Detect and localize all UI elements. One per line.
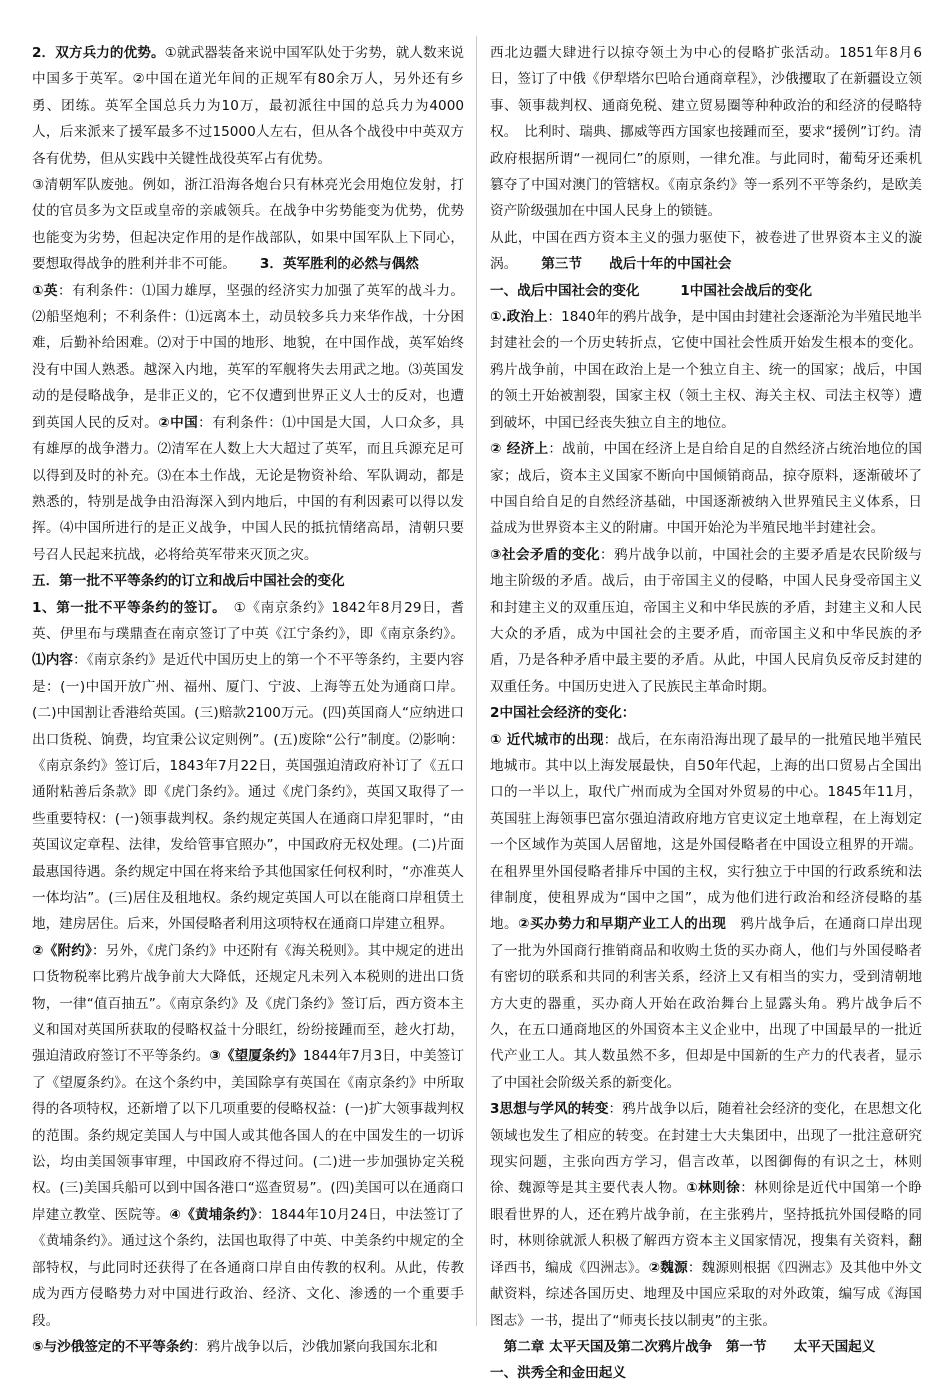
paragraph: 1、第一批不平等条约的签订。 ①《南京条约》1842年8月29日，耆英、伊里布与璞鼎查在南京签订了中英《江宁条约》，即《南京条约》。⑴内容：《南京条约》是近代中国历史上的第一个不平等条约，主要内容是：(一)中国开放广州、福州、厦门、宁波、上海等五处为通商口岸。(二)中国割让香港给英国。(三)赔款2100万元。(四)英国商人“应纳进口出口货税、饷费，均宜秉公议定则例”。(五)废除“公行”制度。⑵影响：《南京条约》签订后，1843年7月22日，英国强迫清政府补订了《五口通附粘善后条款》即《虎门条约》。通过《虎门条约》，英国又取得了一些重要特权：(一)领事裁判权。条约规定英国人在通商口岸犯罪时，“由英国议定章程、法律，发给管事官照办”，中国政府无权处理。(二)片面最惠国待遇。条约规定中国在将来给予其他国家任何权利时，“亦准英人一体均沾”。(三)居住及租地权。条约规定英国人可以在能商口岸租赁土地，建房居住。后来，外国侵略者利用这项特权在通商口岸建立租界。 [32, 599, 465, 933]
paragraph: ⑤与沙俄签定的不平等条约：鸦片战争以后，沙俄加紧向我国东北和 [32, 1338, 438, 1355]
paragraph: ②《附约》：另外，《虎门条约》中还附有《海关税则》。其中规定的进出口货物税率比鸦片战争前大大降低，还规定凡未列入本税则的进出口货物，一律“值百抽五”。《南京条约》及《虎门条约》签订后，西方资本主义和国对英国所获取的侵略权益十分眼红，纷纷接踵而至，趁火打劫，强迫清政府签订不平等条约。③《望厦条约》1844年7月3日，中美签订了《望厦条约》。在这个条约中，美国除享有英国在《南京条约》中所取得的各项特权，还新增了以下几项重要的侵略权益：(一)扩大领事裁判权的范围。条约规定美国人与中国人或其他各国人的在中国发生的一切诉讼，均由美国领事审理，中国政府不得过问。(二)进一步加强协定关税权。(三)美国兵船可以到中国各港口“巡查贸易”。(四)美国可以在通商口岸建立教堂、医院等。④《黄埔条约》：1844年10月24日，中法签订了《黄埔条约》。通过这个条约，法国也取得了中英、中美条约中规定的全部特权，与此同时还获得了在各通商口岸自由传教的权利。从此，传教成为西方侵略势力对中国进行政治、经济、文化、渗透的一个重要手段。 [32, 942, 465, 1329]
paragraph: ③社会矛盾的变化：鸦片战争以前，中国社会的主要矛盾是农民阶级与地主阶级的矛盾。战后，由于帝国主义的侵略，中国人民身受帝国主义和封建主义的双重压迫，帝国主义和中华民族的矛盾，封建主义和人民大众的矛盾，成为中国社会的主要矛盾，而帝国主义和中华民族的矛盾，乃是各种矛盾中最主要的矛盾。从此，中国人民肩负反帝反封建的双重任务。中国历史进入了民族民主革命时期。 [490, 546, 922, 695]
paragraph: 从此，中国在西方资本主义的强力驱使下，被卷进了世界资本主义的漩涡。 第三节 战后十年的中国社会 [490, 229, 922, 273]
section-heading: 2中国社会经济的变化： [490, 705, 636, 722]
paragraph: ② 经济上：战前，中国在经济上是自给自足的自然经济占统治地位的国家；战后，资本主义国家不断向中国倾销商品，掠夺原料，逐渐破坏了中国自给自足的自然经济基础，中国逐渐被纳入世界殖民主义体系，日益成为世界资本主义的附庸。中国开始沦为半殖民地半封建社会。 [490, 441, 922, 537]
section-heading: 一、洪秀全和金田起义 [490, 1365, 626, 1382]
right-column [490, 40, 922, 1387]
paragraph: 2．双方兵力的优势。①就武器装备来说中国军队处于劣势，就人数来说中国多于英军。②中国在道光年间的正规军有80余万人，另外还有乡勇、团练。英军全国总兵力为10万，最初派往中国的总兵力为4000人，后来派来了援军最多不过15000人左右，但从各个战役中中英双方各有优势，但从实践中关键性战役英军占有优势。 [32, 45, 464, 167]
paragraph: ① 近代城市的出现：战后，在东南沿海出现了最早的一批殖民地半殖民地城市。其中以上海发展最快，自50年代起，上海的出口贸易占全国出口的一半以上，取代广州而成为全国对外贸易的中心。1845年11月，英国驻上海领事巴富尔强迫清政府地方官吏议定土地章程，在上海划定一个区域作为英国人居留地，这是外国侵略者在中国设立租界的开端。在租界里外国侵略者排斥中国的主权，实行独立于中国的行政系统和法律制度，使租界成为“国中之国”，成为他们进行政治和经济侵略的基地。②买办势力和早期产业工人的出现 鸦片战争后，在通商口岸出现了一批为外国商行推销商品和收购土货的买办商人，他们与外国侵略者有密切的联系和共同的利害关系，经济上又有相当的实力，受到清朝地方大吏的器重，买办商人开始在政治舞台上显露头角。鸦片战争后不久，在五口通商地区的外国资本主义企业中，出现了中国最早的一批近代产业工人。其人数虽然不多，但却是中国新的生产力的代表者，显示了中国社会阶级关系的新变化。 [490, 731, 923, 1091]
paragraph: 3思想与学风的转变：鸦片战争以后，随着社会经济的变化，在思想文化领域也发生了相应的转变。在封建士大夫集团中，出现了一批注意研究现实问题，主张向西方学习，倡言改革，以图御侮的有识之士，林则徐、魏源等是其主要代表人物。①林则徐：林则徐是近代中国第一个睁眼看世界的人，还在鸦片战争前，在主张鸦片，坚持抵抗外国侵略的同时，林则徐就派人积极了解西方资本主义国家情况，搜集有关资料，翻译西书，编成《四洲志》。②魏源：魏源则根据《四洲志》及其他中外文献资料，综述各国历史、地理及中国应采取的对外政策，编写成《海国图志》一书，提出了“师夷长技以制夷”的主张。 [490, 1101, 923, 1329]
paragraph: ③清朝军队废弛。例如，浙江沿海各炮台只有林亮光会用炮位发射，打仗的官员多为文臣或皇帝的亲戚领兵。在战争中劣势能变为优势，优势也能变为劣势，但起决定作用的是作战部队，如果中国军队上下同心，要想取得战争的胜利并非不可能。 3．英军胜利的必然与偶然 [32, 177, 464, 273]
chapter-heading: 第二章 太平天国及第二次鸦片战争 第一节 太平天国起义 [490, 1338, 876, 1355]
left-column [32, 40, 464, 1360]
paragraph: ①英：有利条件：⑴国力雄厚，坚强的经济实力加强了英军的战斗力。⑵船坚炮利；不利条件：⑴远离本土，动员较多兵力来华作战，十分困难，后勤补给困难。⑵对于中国的地形、地貌，在中国作战，英军始终没有中国人熟悉。越深入内地，英军的军舰将失去用武之地。⑶英国发动的是侵略战争，是非正义的，它不仅遭到世界正义人士的反对，也遭到英国人民的反对。②中国：有利条件：⑴中国是大国，人口众多，具有雄厚的战争潜力。⑵清军在人数上大大超过了英军，而且兵源充足可以得到及时的补充。⑶在本土作战，无论是物资补给、军队调动，都是熟悉的，特别是战争由沿海深入到内地后，中国的有利因素可以得以发挥。⑷中国所进行的是正义战争，中国人民的抵抗情绪高昂，清朝只要号召人民起来抗战，必将给英军带来灭顶之灾。 [32, 282, 465, 563]
section-heading: 一、战后中国社会的变化 1中国社会战后的变化 [490, 282, 813, 299]
column-divider [476, 36, 477, 1326]
paragraph: 西北边疆大肆进行以掠夺领土为中心的侵略扩张活动。1851年8月6日，签订了中俄《伊犁塔尔巴哈台通商章程》，沙俄攫取了在新疆设立领事、领事裁判权、通商免税、建立贸易圈等种种政治的和经济的侵略特权。 比利时、瑞典、挪威等西方国家也接踵而至，要求“援例”订约。清政府根据所谓“一视同仁”的原则，一律允准。与此同时，葡萄牙还乘机篡夺了中国对澳门的管辖权。《南京条约》等一系列不平等条约，是欧美资产阶级强加在中国人民身上的锁链。 [490, 45, 922, 220]
section-heading: 五．第一批不平等条约的订立和战后中国社会的变化 [32, 573, 345, 590]
paragraph: ①.政治上：1840年的鸦片战争，是中国由封建社会逐渐沦为半殖民地半封建社会的一个历史转折点，它使中国社会性质开始发生根本的变化。鸦片战争前，中国在政治上是一个独立自主、统一的国家；战后，中国的领土开始被割裂，国家主权（领土主权、海关主权、司法主权等）遭到破坏，中国已经丧失独立自主的地位。 [490, 309, 922, 431]
